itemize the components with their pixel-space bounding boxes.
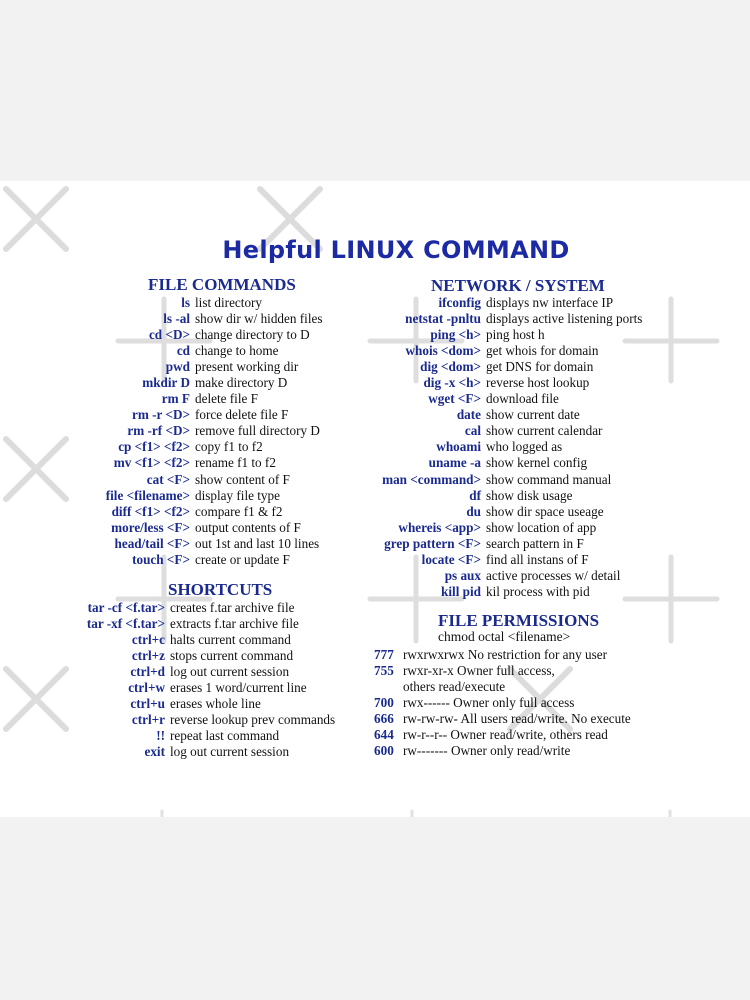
command-description: ping host h (486, 327, 545, 343)
command-name: mv <f1> <f2> (113, 455, 190, 471)
command-name: ps aux (444, 567, 481, 583)
command-name (374, 679, 396, 695)
command-description: who logged as (486, 439, 563, 455)
command-row (360, 311, 642, 327)
shortcuts-heading: SHORTCUTS (168, 580, 273, 599)
command-description: displays nw interface IP (486, 295, 614, 310)
command-name: kill pid (441, 583, 481, 599)
command-row (374, 679, 631, 695)
command-name: pwd (165, 359, 190, 375)
command-row (360, 423, 642, 439)
command-row (374, 711, 631, 727)
command-name: ctrl+d (130, 664, 165, 680)
command-row (20, 712, 335, 728)
command-description: active processes w/ detail (486, 567, 621, 583)
command-name: whereis <app> (398, 519, 481, 535)
command-row (30, 488, 322, 504)
command-description: reverse host lookup (486, 375, 590, 391)
command-row (20, 728, 335, 744)
command-row (30, 375, 322, 391)
command-row (360, 455, 642, 471)
chmod-syntax: chmod octal <filename> (438, 629, 571, 644)
command-description: rename f1 to f2 (195, 455, 276, 471)
command-row (30, 295, 322, 311)
command-name: tar -cf <f.tar> (87, 600, 165, 615)
command-description: get DNS for domain (486, 359, 594, 375)
command-description: show command manual (486, 471, 612, 487)
command-description: log out current session (170, 664, 290, 680)
command-row (360, 568, 642, 584)
command-row (360, 488, 642, 504)
command-row (360, 584, 642, 600)
command-name: tar -xf <f.tar> (86, 616, 165, 632)
command-name: 700 (374, 695, 394, 711)
command-row (20, 664, 335, 680)
command-description: show kernel config (486, 455, 588, 471)
file-commands-heading: FILE COMMANDS (148, 275, 296, 294)
command-row (30, 359, 322, 375)
command-row (30, 552, 322, 568)
command-description: download file (486, 391, 559, 407)
command-description: search pattern in F (486, 535, 584, 551)
command-row (30, 472, 322, 488)
command-row (30, 536, 322, 552)
command-description: copy f1 to f2 (195, 439, 263, 455)
command-row (30, 327, 322, 343)
command-name: cd (176, 343, 190, 359)
file-commands-list (30, 295, 322, 568)
command-description: create or update F (195, 551, 290, 567)
shortcuts-list (20, 600, 335, 760)
command-name: grep pattern <F> (384, 535, 481, 551)
command-name: locate <F> (421, 551, 481, 567)
command-name: ctrl+w (128, 680, 165, 696)
network-heading: NETWORK / SYSTEM (431, 276, 605, 295)
command-row (20, 632, 335, 648)
command-name: cal (464, 423, 481, 439)
command-row (30, 504, 322, 520)
command-description: force delete file F (195, 407, 289, 423)
command-description: rw-rw-rw- All users read/write. No execute (403, 711, 631, 727)
command-name: 755 (374, 663, 394, 679)
command-description: displays active listening ports (486, 311, 643, 327)
command-name: cat <F> (146, 471, 190, 487)
command-row (360, 520, 642, 536)
command-row (30, 343, 322, 359)
command-name: file <filename> (105, 487, 190, 503)
command-row (20, 744, 335, 760)
command-name: dig -x <h> (423, 375, 481, 391)
command-name: more/less <F> (111, 519, 190, 535)
command-row (30, 407, 322, 423)
command-name: netstat -pnltu (405, 311, 481, 327)
command-name: !! (156, 728, 165, 744)
command-name: whoami (436, 439, 481, 455)
command-name: exit (144, 744, 165, 760)
command-row (360, 327, 642, 343)
command-description: list directory (195, 295, 263, 310)
command-row (30, 311, 322, 327)
command-name: 666 (374, 711, 394, 727)
command-name: ctrl+c (131, 632, 165, 648)
command-description: present working dir (195, 359, 299, 375)
command-description: halts current command (170, 632, 291, 648)
command-row (374, 663, 631, 679)
command-name: 777 (374, 647, 394, 662)
permissions-list (374, 647, 631, 759)
command-description: repeat last command (170, 728, 280, 744)
command-row (20, 680, 335, 696)
command-name: ctrl+u (130, 696, 165, 712)
command-row (360, 407, 642, 423)
command-description: rw-r--r-- Owner read/write, others read (403, 727, 608, 743)
command-row (20, 616, 335, 632)
command-description: compare f1 & f2 (195, 503, 283, 519)
command-name: head/tail <F> (114, 535, 190, 551)
command-description: show current calendar (486, 423, 603, 439)
network-list (360, 295, 642, 600)
command-description: rwx------ Owner only full access (403, 695, 575, 711)
command-row (20, 696, 335, 712)
command-name: df (469, 487, 481, 503)
command-description: rwxrwxrwx No restriction for any user (403, 647, 607, 662)
command-description: output contents of F (195, 519, 301, 535)
command-row (20, 600, 335, 616)
permissions-heading: FILE PERMISSIONS (438, 611, 600, 630)
command-description: rw------- Owner only read/write (403, 743, 571, 759)
command-row (360, 295, 642, 311)
command-row (374, 727, 631, 743)
command-row (374, 695, 631, 711)
command-description: erases whole line (170, 696, 261, 712)
command-row (360, 439, 642, 455)
command-description: creates f.tar archive file (170, 600, 295, 615)
command-name: mkdir D (142, 375, 190, 391)
command-name: ctrl+r (131, 712, 165, 728)
command-row (360, 375, 642, 391)
command-row (360, 552, 642, 568)
command-description: show content of F (195, 471, 290, 487)
command-row (360, 391, 642, 407)
command-name: man <command> (382, 471, 481, 487)
command-name: cd <D> (148, 327, 190, 343)
command-description: change directory to D (195, 327, 310, 343)
command-description: make directory D (195, 375, 288, 391)
command-description: remove full directory D (195, 423, 320, 439)
command-name: dig <dom> (420, 359, 481, 375)
command-description: rwxr-xr-x Owner full access, (403, 663, 555, 679)
page-title: Helpful LINUX COMMAND (222, 236, 570, 264)
command-row (360, 504, 642, 520)
cheatsheet-sheet (0, 181, 750, 817)
command-row (360, 472, 642, 488)
command-description: show disk usage (486, 487, 573, 503)
command-row (20, 648, 335, 664)
command-description: display file type (195, 487, 280, 503)
command-description: show dir space useage (486, 503, 604, 519)
command-name: whois <dom> (405, 343, 481, 359)
command-description: show location of app (486, 519, 597, 535)
command-name: 644 (374, 727, 394, 743)
command-row (360, 536, 642, 552)
command-name: date (456, 407, 481, 423)
command-name: rm -rf <D> (127, 423, 190, 439)
command-row (30, 520, 322, 536)
command-name: cp <f1> <f2> (118, 439, 190, 455)
command-description: others read/execute (403, 679, 506, 695)
command-description: out 1st and last 10 lines (195, 535, 320, 551)
command-description: show dir w/ hidden files (195, 311, 323, 327)
command-description: show current date (486, 407, 580, 423)
command-row (30, 455, 322, 471)
command-row (30, 423, 322, 439)
command-name: uname -a (428, 455, 481, 471)
command-row (30, 439, 322, 455)
command-row (374, 743, 631, 759)
command-name: ifconfig (438, 295, 481, 310)
command-name: ls (181, 295, 190, 310)
command-name: diff <f1> <f2> (111, 503, 190, 519)
command-name: du (466, 503, 481, 519)
command-name: rm F (161, 391, 190, 407)
command-description: kil process with pid (486, 583, 590, 599)
command-row (360, 343, 642, 359)
command-description: find all instans of F (486, 551, 589, 567)
command-description: log out current session (170, 744, 290, 760)
command-description: get whois for domain (486, 343, 599, 359)
command-description: delete file F (195, 391, 258, 407)
command-description: erases 1 word/current line (170, 680, 307, 696)
command-description: stops current command (170, 648, 294, 664)
command-row (30, 391, 322, 407)
command-name: wget <F> (428, 391, 481, 407)
command-name: touch <F> (132, 551, 190, 567)
command-description: extracts f.tar archive file (170, 616, 299, 632)
command-description: reverse lookup prev commands (170, 712, 336, 728)
command-row (360, 359, 642, 375)
command-name: ping <h> (430, 327, 481, 343)
command-row (374, 647, 631, 663)
command-name: rm -r <D> (132, 407, 190, 423)
command-name: ls -al (163, 311, 190, 327)
command-name: 600 (374, 743, 394, 759)
command-description: change to home (195, 343, 279, 359)
command-name: ctrl+z (131, 648, 165, 664)
